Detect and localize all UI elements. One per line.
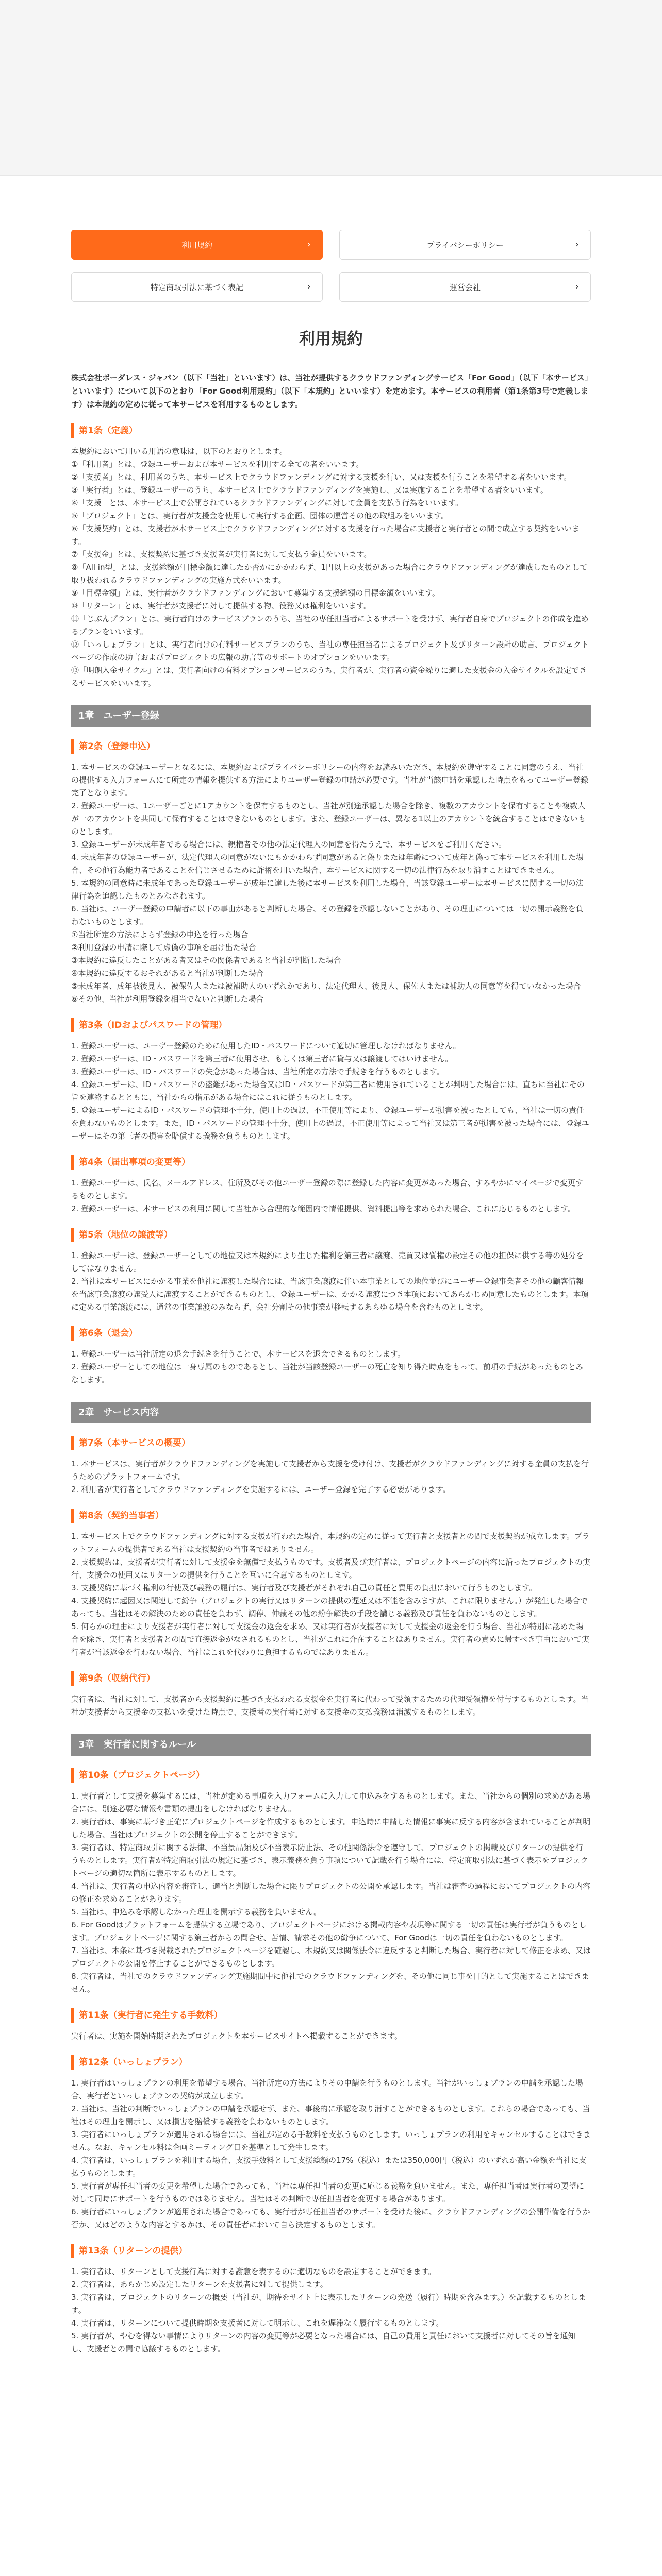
article-line: 2. 登録ユーザーは、1ユーザーごとに1アカウントを保有するものとし、当社が別途承認した場合を除き、複数のアカウントを保有することや複数人が一のアカウントを共同して保有することはできないものとします。また、登録ユーザーは、異なる1以上のアカウントを統合することはできないものとします。: [71, 801, 586, 836]
article-heading: 第13条（リターンの提供）: [71, 2244, 591, 2258]
article-line: ③本規約に違反したことがある者又はその関係者であると当社が判断した場合: [71, 956, 341, 965]
article-line: 4. 実行者は、リターンについて提供時期を支援者に対して明示し、これを遅滞なく履行するものとします。: [71, 2318, 444, 2328]
chevron-right-icon: ›: [307, 281, 311, 292]
article-line: 2. 支援契約は、支援者が実行者に対して支援金を無償で支払うものです。支援者及び実行者は、プロジェクトページの内容に沿ったプロジェクトの実行、支援金の使用又はリターンの提供を行うことを互いに合意するものとします。: [71, 1557, 590, 1580]
article-line: 1. 登録ユーザーは、登録ユーザーとしての地位又は本規約により生じた権利を第三者に譲渡、売買又は質権の設定その他の担保に供する等の処分をしてはなりません。: [71, 1251, 584, 1273]
article-line: 4. 登録ユーザーは、ID・パスワードの盗難があった場合又はID・パスワードが第三者に使用されていることが判明した場合には、直ちに当社にその旨を連絡するとともに、当社からの指示がある場合にはこれに従うものとします。: [71, 1080, 585, 1102]
nav-company-label: 運営会社: [449, 282, 481, 292]
article-line: ①「利用者」とは、登録ユーザーおよび本サービスを利用する全ての者をいいます。: [71, 460, 364, 469]
article-line: 3. 実行者は、プロジェクトのリターンの概要（当社が、期待をサイト上に表示したリターンの発送（履行）時期を含みます。）を記載するものとします。: [71, 2293, 586, 2315]
terms-sections: [71, 423, 591, 2355]
article-line: ⑬「明朗入金サイクル」とは、実行者向けの有料オプションサービスのうち、実行者が、実行者の資金繰りに適した支援金の入金サイクルを設定できるサービスをいいます。: [71, 666, 587, 688]
article-section: [71, 1228, 591, 1314]
article-line: 2. 実行者は、事実に基づき正確にプロジェクトページを作成するものとします。申込時に申請した情報に事実に反する内容が含まれていることが判明した場合、当社はプロジェクトの公開を停止することができます。: [71, 1817, 591, 1839]
nav-terms-label: 利用規約: [181, 240, 212, 250]
article-section: [71, 1509, 591, 1659]
article-line: ⑩「リターン」とは、実行者が支援者に対して提供する物、役務又は権利をいいます。: [71, 601, 371, 611]
article-heading: 第4条（届出事項の変更等）: [71, 1155, 591, 1170]
article-line: ⑥その他、当社が利用登録を相当でないと判断した場合: [71, 994, 264, 1004]
article-line: ⑧「All in型」とは、支援総額が目標金額に達したか否かにかかわらず、1円以上の支援があった場合にクラウドファンディングが達成したものとして取り扱われるクラウドファンディングの実施方式をいいます。: [71, 563, 588, 585]
article-line: 1. 本サービスの登録ユーザーとなるには、本規約およびプライバシーポリシーの内容をお読みいただき、本規約を遵守することに同意のうえ、当社の提供する入力フォームにて所定の情報を提供する方法によりユーザー登録の申請が必要です。当社が当該申請を承認した時点をもってユーザー登録完了となります。: [71, 762, 589, 798]
nav-tokushoho-label: 特定商取引法に基づく表記: [150, 282, 243, 292]
article-line: 実行者は、実施を開始時期されたプロジェクトを本サービスサイトへ掲載することができます。: [71, 2031, 403, 2041]
article-line: 2. 登録ユーザーは、本サービスの利用に関して当社から合理的な範囲内で情報提供、資料提出等を求められた場合、これに応じるものとします。: [71, 1204, 575, 1213]
article-line: 4. 未成年者の登録ユーザーが、法定代理人の同意がないにもかかわらず同意があると偽りまたは年齢について成年と偽って本サービスを利用した場合、その他行為能力者であることを信じさせるために詐術を用いた場合、本サービスに関する一切の法律行為を取り消すことはできません。: [71, 853, 584, 875]
chapter-heading: 1章 ユーザー登録: [71, 705, 591, 727]
article-section: [71, 2008, 591, 2043]
nav-tokushoho-button[interactable]: [71, 272, 323, 302]
article-line: 5. 登録ユーザーによるID・パスワードの管理不十分、使用上の過誤、不正使用等により、登録ユーザーが損害を被ったとしても、当社は一切の責任を負わないものとします。また、ID・パスワードの管理不十分、使用上の過誤、不正使用等によって当社又は第三者が損害を被った場合には、登録ユーザーはその第三者の損害を賠償する義務を負うものとします。: [71, 1106, 589, 1141]
nav-privacy-button[interactable]: [339, 230, 591, 260]
article-line: ⑫「いっしょプラン」とは、実行者向けの有料サービスプランのうち、当社の専任担当者によるプロジェクト及びリターン設計の助言、プロジェクトページの作成の助言およびプロジェクトの広報の助言等のサポートのオプションをいいます。: [71, 640, 589, 662]
intro-paragraph: 株式会社ボーダレス・ジャパン（以下「当社」といいます）は、当社が提供するクラウドファンディングサービス「For Good」（以下「本サービス」といいます）について以下のとおり「For Good利用規約」（以下「本規約」といいます）を定めます。本サービスの利用者（第1条第3号で定義します）は本規約の定めに従って本サービスを利用するものとします。: [71, 373, 589, 409]
article-line: 1. 登録ユーザーは、氏名、メールアドレス、住所及びその他ユーザー登録の際に登録した内容に変更があった場合、すみやかにマイページで変更するものとします。: [71, 1178, 584, 1200]
article-section: [71, 1155, 591, 1215]
article-heading: 第6条（退会）: [71, 1326, 591, 1341]
article-line: 5. 何らかの理由により支援者が実行者に対して支援金の返金を求め、又は実行者が支援者に対して支援金の返金を行う場合、当社が特別に認めた場合を除き、実行者と支援者との間で直接返金がなされるものとし、当社がこれに介在することはありません。実行者の責めに帰すべき事由において実行者が当該返金を行わない場合、当社はこれを代わりに負担するものではありません。: [71, 1622, 590, 1657]
article-heading: 第11条（実行者に発生する手数料）: [71, 2008, 591, 2023]
article-line: ⑤「プロジェクト」とは、実行者が支援金を使用して実行する企画、団体の運営その他の取組みをいいます。: [71, 511, 449, 520]
article-heading: 第12条（いっしょプラン）: [71, 2055, 591, 2070]
article-line: 2. 利用者が実行者としてクラウドファンディングを実施するには、ユーザー登録を完了する必要があります。: [71, 1485, 451, 1494]
article-section: [71, 1018, 591, 1143]
article-line: 3. 実行者は、特定商取引に関する法律、不当景品類及び不当表示防止法、その他関係法令を遵守して、プロジェクトの掲載及びリターンの提供を行うものとします。実行者が特定商取引法の規定に基づき、表示義務を負う事項について記載を行う場合には、特定商取引法に基づく表示をプロジェクトページの適切な箇所に表示するものとします。: [71, 1843, 588, 1878]
nav-terms-button[interactable]: [71, 230, 323, 260]
article-line: 1. 本サービスは、実行者がクラウドファンディングを実施して支援者から支援を受け付け、支援者がクラウドファンディングに対する金員の支払を行うためのプラットフォームです。: [71, 1459, 589, 1481]
article-line: ②利用登録の申請に際して虚偽の事項を届け出た場合: [71, 943, 256, 952]
article-section: [71, 2055, 591, 2231]
article-section: [71, 1768, 591, 1996]
article-line: ⑨「目標金額」とは、実行者がクラウドファンディングにおいて募集する支援総額の目標金額をいいます。: [71, 588, 440, 598]
article-line: 実行者は、当社に対して、支援者から支援契約に基づき支払われる支援金を実行者に代わって受領するための代理受領権を付与するものとします。当社が支援者から支援金の支払いを受けた時点で、支援者の実行者に対する支援金の支払義務は消滅するものとします。: [71, 1694, 589, 1717]
article-line: ⑪「じぶんプラン」とは、実行者向けのサービスプランのうち、当社の専任担当者によるサポートを受けず、実行者自身でプロジェクトの作成を進めるプランをいいます。: [71, 614, 589, 636]
article-line: ②「支援者」とは、利用者のうち、本サービス上でクラウドファンディングに対する支援を行い、又は支援を行うことを希望する者をいいます。: [71, 472, 572, 482]
article-line: 2. 登録ユーザーは、ID・パスワードを第三者に使用させ、もしくは第三者に貸与又は譲渡してはいけません。: [71, 1054, 453, 1063]
article-heading: 第2条（登録申込）: [71, 739, 591, 754]
article-section: [71, 739, 591, 1006]
article-heading: 第8条（契約当事者）: [71, 1509, 591, 1523]
header-banner: [0, 0, 662, 176]
article-line: 4. 実行者は、いっしょプランを利用する場合、支援手数料として支援総額の17%（税込）または350,000円（税込）のいずれか高い金額を当社に支払うものとします。: [71, 2156, 587, 2178]
article-line: ⑦「支援金」とは、支援契約に基づき支援者が実行者に対して支払う金員をいいます。: [71, 550, 372, 559]
article-heading: 第10条（プロジェクトページ）: [71, 1768, 591, 1783]
article-section: [71, 1436, 591, 1496]
article-line: 2. 当社は本サービスにかかる事業を他社に譲渡した場合には、当該事業譲渡に伴い本事業としての地位並びにユーザー登録事業者その他の顧客情報を当該事業譲渡の譲受人に譲渡することができるものとし、登録ユーザーは、かかる譲渡につき本項においてあらかじめ同意したものとします。本項に定める事業譲渡には、通常の事業譲渡のみならず、会社分割その他事業が移転するあらゆる場合を含むものとします。: [71, 1277, 589, 1312]
chapter-heading: 3章 実行者に関するルール: [71, 1734, 591, 1756]
policy-nav: [71, 230, 591, 302]
article-heading: 第7条（本サービスの概要）: [71, 1436, 591, 1450]
article-line: 本規約において用いる用語の意味は、以下のとおりとします。: [71, 447, 287, 456]
article-line: ④本規約に違反するおそれがあると当社が判断した場合: [71, 969, 264, 978]
nav-company-button[interactable]: [339, 272, 591, 302]
article-line: 1. 本サービス上でクラウドファンディングに対する支援が行われた場合、本規約の定めに従って実行者と支援者との間で支援契約が成立します。プラットフォームの提供者である当社は支援契約の当事者ではありません。: [71, 1532, 590, 1554]
chevron-right-icon: ›: [575, 239, 579, 250]
article-line: 1. 実行者は、リターンとして支援行為に対する謝意を表するのに適切なものを設定することができます。: [71, 2267, 436, 2276]
article-line: 2. 実行者は、あらかじめ設定したリターンを支援者に対して提供します。: [71, 2280, 328, 2289]
article-line: 6. For Goodはプラットフォームを提供する立場であり、プロジェクトページにおける掲載内容や表現等に関する一切の責任は実行者が負うものとします。プロジェクトページに関する第三者からの問合せ、苦情、請求その他の紛争について、For Goodは一切の責任を負わないものとします。: [71, 1920, 587, 1942]
page-title: 利用規約: [299, 330, 363, 348]
article-line: 3. 登録ユーザーが未成年者である場合には、親権者その他の法定代理人の同意を得たうえで、本サービスをご利用ください。: [71, 840, 506, 849]
article-line: 1. 実行者として支援を募集するには、当社が定める事項を入力フォームに入力して申込みをするものとします。また、当社からの個別の求めがある場合には、別途必要な情報や書類の提出をしなければなりません。: [71, 1791, 591, 1814]
nav-privacy-label: プライバシーポリシー: [426, 240, 504, 250]
chevron-right-icon: ›: [307, 239, 311, 250]
article-line: 5. 実行者が、やむを得ない事情によりリターンの内容の変更等が必要となった場合には、自己の費用と責任において支援者に対してその旨を通知し、支援者との間で協議するものとします。: [71, 2331, 576, 2353]
article-line: 1. 登録ユーザーは、ユーザー登録のために使用したID・パスワードについて適切に管理しなければなりません。: [71, 1041, 461, 1050]
article-line: 4. 支援契約に起因又は関連して紛争（プロジェクトの実行又はリターンの提供の遅延又は不能を含みますが、これに限りません。）が発生した場合であっても、当社はその解決のための責任を負わず、調停、仲裁その他の紛争解決の手段を講じる義務及び責任を負わないものとします。: [71, 1596, 588, 1618]
article-line: ⑥「支援契約」とは、支援者が本サービス上でクラウドファンディングに対する支援を行った場合に支援者と実行者との間で成立する契約をいいます。: [71, 524, 580, 546]
article-heading: 第1条（定義）: [71, 423, 591, 438]
article-line: 3. 登録ユーザーは、ID・パスワードの失念があった場合は、当社所定の方法で手続きを行うものとします。: [71, 1067, 444, 1076]
article-line: 1. 実行者はいっしょプランの利用を希望する場合、当社所定の方法によりその申請を行うものとします。当社がいっしょプランの申請を承認した場合、実行者といっしょプランの契約が成立します。: [71, 2078, 583, 2100]
article-line: 4. 当社は、実行者の申込内容を審査し、適当と判断した場合に限りプロジェクトの公開を承認します。当社は審査の過程においてプロジェクトの内容の修正を求めることがあります。: [71, 1882, 591, 1904]
article-line: ④「支援」とは、本サービス上で公開されているクラウドファンディングに対して金員を支払う行為をいいます。: [71, 498, 464, 507]
article-line: 6. 実行者にいっしょプランが適用された場合であっても、実行者が専任担当者のサポートを受けた後に、クラウドファンディングの公開準備を行うか否か、又はどのような内容とするかは、その責任者において自ら決定するものとします。: [71, 2207, 590, 2229]
article-heading: 第5条（地位の譲渡等）: [71, 1228, 591, 1242]
article-section: [71, 1671, 591, 1719]
article-line: 8. 実行者は、当社でのクラウドファンディング実施期間中に他社でのクラウドファンディングを、その他に同じ事を目的として実施することはできません。: [71, 1972, 589, 1994]
chevron-right-icon: ›: [575, 281, 579, 292]
article-line: 2. 登録ユーザーとしての地位は一身専属のものであるとし、当社が当該登録ユーザーの死亡を知り得た時点をもって、前項の手続があったものとみなします。: [71, 1362, 584, 1384]
article-line: 3. 支援契約に基づく権利の行使及び義務の履行は、実行者及び支援者がそれぞれ自己の責任と費用の負担において行うものとします。: [71, 1583, 537, 1592]
article-section: [71, 1326, 591, 1386]
article-section: [71, 423, 591, 690]
article-line: ①当社所定の方法によらず登録の申込を行った場合: [71, 930, 249, 939]
article-line: 3. 実行者にいっしょプランが適用される場合には、当社が定める手数料を支払うものとします。いっしょプランの利用をキャンセルすることはできません。なお、キャンセル料は企画ミーティング日を基準として発生します。: [71, 2130, 591, 2152]
article-line: 7. 当社は、本条に基づき掲載されたプロジェクトページを確認し、本規約又は関係法令に違反すると判断した場合、実行者に対して修正を求め、又はプロジェクトの公開を停止することができるものとします。: [71, 1946, 591, 1968]
article-line: 6. 当社は、ユーザー登録の申請者に以下の事由があると判断した場合、その登録を承認しないことがあり、その理由については一切の開示義務を負わないものとします。: [71, 904, 584, 926]
article-heading: 第9条（収納代行）: [71, 1671, 591, 1686]
terms-content: [71, 371, 591, 2355]
article-line: ⑤未成年者、成年被後見人、被保佐人または被補助人のいずれかであり、法定代理人、後見人、保佐人または補助人の同意等を得ていなかった場合: [71, 981, 581, 991]
article-line: 1. 登録ユーザーは当社所定の退会手続きを行うことで、本サービスを退会できるものとします。: [71, 1349, 405, 1359]
article-line: 5. 本規約の同意時に未成年であった登録ユーザーが成年に達した後に本サービスを利用した場合、当該登録ユーザーは本サービスに関する一切の法律行為を追認したものとみなされます。: [71, 878, 584, 901]
article-line: 5. 実行者が専任担当者の変更を希望した場合であっても、当社は専任担当者の変更に応じる義務を負いません。また、専任担当者は実行者の要望に対して同時にサポートを行うものではありません。当社はその判断で専任担当者を変更する場合があります。: [71, 2181, 584, 2204]
article-line: 5. 当社は、申込みを承認しなかった理由を開示する義務を負いません。: [71, 1907, 321, 1917]
article-heading: 第3条（IDおよびパスワードの管理）: [71, 1018, 591, 1032]
chapter-heading: 2章 サービス内容: [71, 1402, 591, 1423]
article-section: [71, 2244, 591, 2355]
article-line: 2. 当社は、当社の判断でいっしょプランの申請を承認せず、また、事後的に承認を取り消すことができるものとします。これらの場合であっても、当社はその理由を開示し、又は損害を賠償する義務を負わないものとします。: [71, 2104, 590, 2126]
article-line: ③「実行者」とは、登録ユーザーのうち、本サービス上でクラウドファンディングを実施し、又は実施することを希望する者をいいます。: [71, 485, 549, 495]
